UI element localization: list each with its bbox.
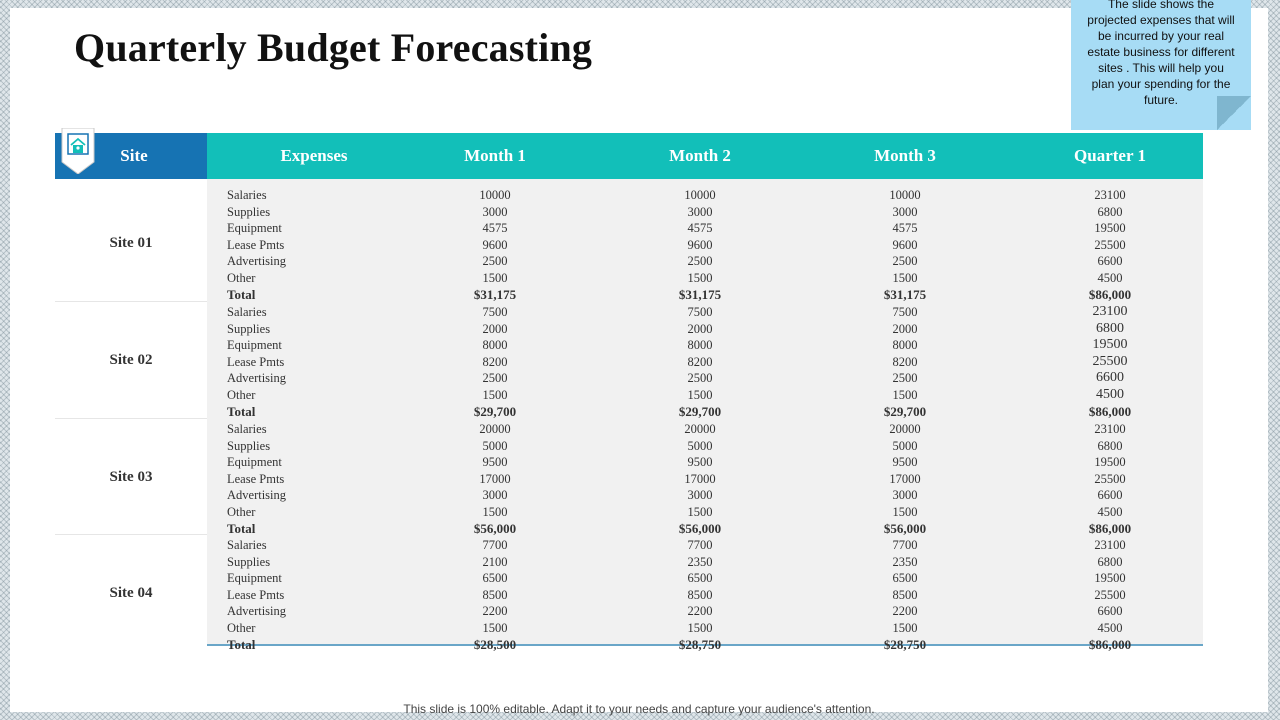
table-cell-m1: 20000 <box>479 422 511 436</box>
table-cell-q: 25500 <box>1094 587 1126 602</box>
table-cell-q: 25500 <box>1094 237 1126 252</box>
site-label: Site 03 <box>109 469 153 486</box>
table-cell-m2: 1500 <box>687 621 713 635</box>
table-cell-m1: 3000 <box>482 204 508 219</box>
table-cell-m1: 6500 <box>482 571 508 586</box>
table-total-m2: $28,750 <box>678 636 722 652</box>
callout-note-text: The slide shows the projected expenses that will be incurred by your real estate business for different sites . This will help you plan your spending for the future. <box>1087 0 1235 107</box>
table-cell-m3: 8200 <box>892 354 918 369</box>
table-cell-m1: 9600 <box>482 237 508 252</box>
table-cell-m1: 9500 <box>482 455 508 470</box>
table-total-label: Total <box>227 286 256 302</box>
table-total-label: Total <box>227 403 256 419</box>
table-cell-m2: 17000 <box>684 471 716 486</box>
table-cell-m1: 8500 <box>482 587 508 602</box>
table-cell-m3: 9600 <box>892 237 918 252</box>
table-cell-q: 4500 <box>1097 505 1123 519</box>
table-cell-m3: 10000 <box>889 188 921 202</box>
table-total-q: $86,000 <box>1088 286 1132 302</box>
table-cell-m3: 7700 <box>892 538 918 552</box>
table-row-expense: Equipment <box>227 221 282 236</box>
table-total-m1: $28,500 <box>473 636 517 652</box>
table-cell-m1: 5000 <box>482 438 508 453</box>
table-cell-m2: 3000 <box>687 204 713 219</box>
table-cell-m1: 7500 <box>482 305 508 319</box>
header-month-2: Month 2 <box>669 146 731 165</box>
table-cell-m1: 2200 <box>482 604 508 619</box>
table-cell-m3: 2200 <box>892 604 918 619</box>
table-total-label: Total <box>227 636 256 652</box>
table-cell-q: 6600 <box>1097 254 1123 269</box>
page-title: Quarterly Budget Forecasting <box>74 25 593 70</box>
site-divider <box>55 418 207 419</box>
table-total-m2: $29,700 <box>678 403 722 419</box>
table-total-q: $86,000 <box>1088 403 1132 419</box>
table-cell-m2: 2000 <box>687 321 713 336</box>
table-row-expense: Supplies <box>227 204 271 219</box>
table-cell-m1: 1500 <box>482 621 508 635</box>
table-cell-m3: 9500 <box>892 455 918 470</box>
table-row-expense: Advertising <box>227 371 287 386</box>
table-row-expense: Lease Pmts <box>227 587 285 602</box>
table-cell-m2: 20000 <box>684 422 716 436</box>
table-row-expense: Salaries <box>227 422 267 436</box>
table-cell-m2: 9600 <box>687 237 713 252</box>
table-cell-m2: 8200 <box>687 354 713 369</box>
table-cell-m3: 1500 <box>892 271 918 285</box>
table-cell-q: 25500 <box>1092 353 1128 369</box>
table-cell-m1: 4575 <box>482 221 508 236</box>
table-cell-m3: 2000 <box>892 321 918 336</box>
table-cell-m3: 2500 <box>892 371 918 386</box>
table-cell-m3: 1500 <box>892 388 918 402</box>
table-row-expense: Other <box>227 271 256 285</box>
table-total-label: Total <box>227 520 256 536</box>
header-month-3: Month 3 <box>874 146 936 165</box>
table-cell-m1: 10000 <box>479 188 511 202</box>
table-cell-m2: 7500 <box>687 305 713 319</box>
table-cell-q: 23100 <box>1092 304 1128 319</box>
table-row-expense: Equipment <box>227 338 282 353</box>
table-cell-m2: 5000 <box>687 438 713 453</box>
table-cell-m2: 2200 <box>687 604 713 619</box>
table-cell-q: 23100 <box>1094 188 1126 202</box>
table-cell-m1: 2100 <box>482 554 508 569</box>
table-total-m3: $31,175 <box>883 286 927 302</box>
table-cell-m3: 3000 <box>892 488 918 503</box>
table-cell-q: 4500 <box>1097 271 1123 285</box>
table-cell-m1: 2500 <box>482 254 508 269</box>
table-cell-m3: 8500 <box>892 587 918 602</box>
table-cell-q: 19500 <box>1092 337 1128 353</box>
table-cell-q: 6800 <box>1097 204 1123 219</box>
table-cell-m1: 1500 <box>482 271 508 285</box>
table-cell-m1: 17000 <box>479 471 511 486</box>
house-building-icon <box>60 128 96 174</box>
table-total-q: $86,000 <box>1088 520 1132 536</box>
site-label: Site 04 <box>109 585 153 602</box>
callout-note <box>1071 0 1251 130</box>
table-cell-m1: 1500 <box>482 505 508 519</box>
table-cell-q: 23100 <box>1094 422 1126 436</box>
table-cell-q: 6600 <box>1096 370 1124 386</box>
table-cell-q: 19500 <box>1094 221 1126 236</box>
table-cell-q: 19500 <box>1094 571 1126 586</box>
table-cell-m3: 1500 <box>892 621 918 635</box>
table-cell-m2: 3000 <box>687 488 713 503</box>
page-fold-icon <box>1217 96 1251 130</box>
header-quarter-1: Quarter 1 <box>1074 146 1146 165</box>
table-cell-m2: 4575 <box>687 221 713 236</box>
table-row-expense: Equipment <box>227 455 282 470</box>
table-row-expense: Lease Pmts <box>227 354 285 369</box>
table-cell-m1: 7700 <box>482 538 508 552</box>
table-row-expense: Salaries <box>227 305 267 319</box>
table-cell-m1: 2000 <box>482 321 508 336</box>
table-cell-m2: 6500 <box>687 571 713 586</box>
table-cell-m3: 2500 <box>892 254 918 269</box>
site-divider <box>55 301 207 302</box>
table-row-expense: Advertising <box>227 254 287 269</box>
table-cell-m3: 1500 <box>892 505 918 519</box>
table-cell-m1: 3000 <box>482 488 508 503</box>
table-total-m1: $31,175 <box>473 286 517 302</box>
table-cell-m2: 10000 <box>684 188 716 202</box>
table-row-expense: Other <box>227 621 256 635</box>
table-row-expense: Salaries <box>227 538 267 552</box>
table-cell-m2: 1500 <box>687 271 713 285</box>
table-row-expense: Equipment <box>227 571 282 586</box>
table-cell-m3: 7500 <box>892 305 918 319</box>
table-cell-q: 6800 <box>1096 320 1124 336</box>
header-expenses: Expenses <box>280 146 348 165</box>
table-cell-m3: 4575 <box>892 221 918 236</box>
site-label: Site 01 <box>109 235 153 252</box>
header-month-1: Month 1 <box>464 146 526 165</box>
table-total-m1: $29,700 <box>473 403 517 419</box>
table-cell-m2: 2500 <box>687 371 713 386</box>
table-total-m1: $56,000 <box>473 520 517 536</box>
table-row-expense: Lease Pmts <box>227 237 285 252</box>
table-cell-m1: 8200 <box>482 354 508 369</box>
table-cell-q: 4500 <box>1097 621 1123 635</box>
table-cell-m1: 8000 <box>482 338 508 353</box>
table-cell-m3: 2350 <box>892 554 918 569</box>
table-row-expense: Other <box>227 505 256 519</box>
table-cell-m2: 1500 <box>687 388 713 402</box>
table-cell-q: 23100 <box>1094 538 1126 552</box>
table-cell-m1: 1500 <box>482 388 508 402</box>
table-row-expense: Other <box>227 388 256 402</box>
table-total-m3: $28,750 <box>883 636 927 652</box>
site-label: Site 02 <box>109 352 153 369</box>
table-row-expense: Lease Pmts <box>227 471 285 486</box>
table-cell-q: 25500 <box>1094 471 1126 486</box>
table-cell-m3: 6500 <box>892 571 918 586</box>
table-cell-q: 19500 <box>1094 455 1126 470</box>
table-cell-q: 6600 <box>1097 488 1123 503</box>
table-cell-m3: 17000 <box>889 471 921 486</box>
table-cell-m2: 7700 <box>687 538 713 552</box>
table-row-expense: Advertising <box>227 488 287 503</box>
table-cell-q: 4500 <box>1096 387 1124 402</box>
table-row-expense: Advertising <box>227 604 287 619</box>
table-cell-m3: 3000 <box>892 204 918 219</box>
table-cell-q: 6800 <box>1097 554 1123 569</box>
table-total-m3: $56,000 <box>883 520 927 536</box>
table-cell-m3: 20000 <box>889 422 921 436</box>
table-cell-q: 6600 <box>1097 604 1123 619</box>
table-row-expense: Supplies <box>227 321 271 336</box>
table-row-expense: Supplies <box>227 438 271 453</box>
site-divider <box>55 534 207 535</box>
table-cell-m2: 9500 <box>687 455 713 470</box>
table-total-m2: $31,175 <box>678 286 722 302</box>
table-cell-m3: 8000 <box>892 338 918 353</box>
table-cell-m2: 2500 <box>687 254 713 269</box>
table-cell-m1: 2500 <box>482 371 508 386</box>
table-row-expense: Salaries <box>227 188 267 202</box>
table-cell-m3: 5000 <box>892 438 918 453</box>
header-site: Site <box>120 146 148 165</box>
table-total-q: $86,000 <box>1088 636 1132 652</box>
table-cell-m2: 8000 <box>687 338 713 353</box>
table-total-m2: $56,000 <box>678 520 722 536</box>
table-cell-m2: 2350 <box>687 554 713 569</box>
table-total-m3: $29,700 <box>883 403 927 419</box>
table-cell-m2: 8500 <box>687 587 713 602</box>
table-cell-m2: 1500 <box>687 505 713 519</box>
footer-text: This slide is 100% editable. Adapt it to your needs and capture your audience's attention. <box>403 702 875 716</box>
table-row-expense: Supplies <box>227 554 271 569</box>
table-cell-q: 6800 <box>1097 438 1123 453</box>
